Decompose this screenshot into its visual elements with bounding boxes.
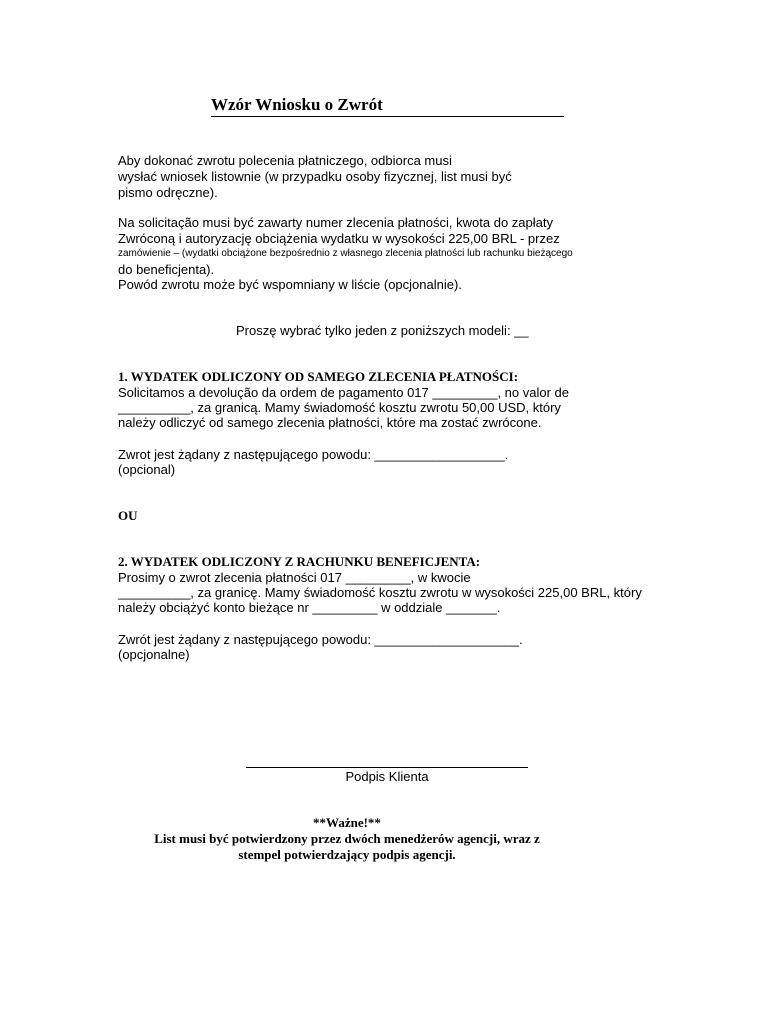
signature-line (246, 767, 528, 768)
para2-line-5: Powód zwrotu może być wspomniany w liście (opcjonalnie). (118, 277, 462, 292)
option2-line-2: __________, za granicę. Mamy świadomość kosztu zwrotu w wysokości 225,00 BRL, który (118, 585, 642, 600)
option1-line-2: __________, za granicą. Mamy świadomość kosztu zwrotu 50,00 USD, który (118, 400, 561, 415)
option2-heading: 2. WYDATEK ODLICZONY Z RACHUNKU BENEFICJENTA: (118, 554, 481, 569)
intro-line-2: wysłać wniosek listownie (w przypadku osoby fizycznej, list musi być (118, 169, 512, 184)
option1-heading: 1. WYDATEK ODLICZONY OD SAMEGO ZLECENIA PŁATNOŚCI: (118, 369, 519, 384)
document-title: Wzór Wniosku o Zwrót (211, 95, 564, 117)
intro-line-1: Aby dokonać zwrotu polecenia płatniczego, odbiorca musi (118, 153, 452, 168)
option1-optional: (opcional) (118, 462, 176, 477)
option2-reason: Zwrót jest żądany z następującego powodu: ____________________. (118, 632, 523, 647)
or-separator: OU (118, 508, 138, 523)
intro-line-3: pismo odręczne). (118, 185, 218, 200)
option1-reason: Zwrot jest żądany z następującego powodu: __________________. (118, 447, 509, 462)
para2-line-2: Zwróconą i autoryzację obciążenia wydatku w wysokości 225,00 BRL - przez (118, 231, 560, 246)
para2-line-4: do beneficjenta). (118, 262, 215, 277)
para2-line-1: Na solicitação musi być zawarty numer zlecenia płatności, kwota do zapłaty (118, 215, 553, 230)
option1-line-1: Solicitamos a devolução da ordem de pagamento 017 _________, no valor de (118, 385, 569, 400)
choose-model-text: Proszę wybrać tylko jeden z poniższych modeli: __ (236, 323, 529, 338)
important-line-1: List musi być potwierdzony przez dwóch menedżerów agencji, wraz z (154, 831, 540, 846)
option2-optional: (opcjonalne) (118, 647, 190, 662)
option1-line-3: należy odliczyć od samego zlecenia płatności, które ma zostać zwrócone. (118, 415, 542, 430)
option2-line-3: należy obciążyć konto bieżące nr _________ w oddziale _______. (118, 600, 501, 615)
important-line-2: stempel potwierdzający podpis agencji. (238, 847, 456, 862)
signature-label: Podpis Klienta (345, 769, 429, 784)
important-heading: **Ważne!** (313, 815, 381, 830)
para2-line-3: zamówienie – (wydatki obciążone bezpośrednio z własnego zlecenia płatności lub rachunku bieżącego (118, 248, 573, 259)
option2-line-1: Prosimy o zwrot zlecenia płatności 017 _________, w kwocie (118, 570, 471, 585)
